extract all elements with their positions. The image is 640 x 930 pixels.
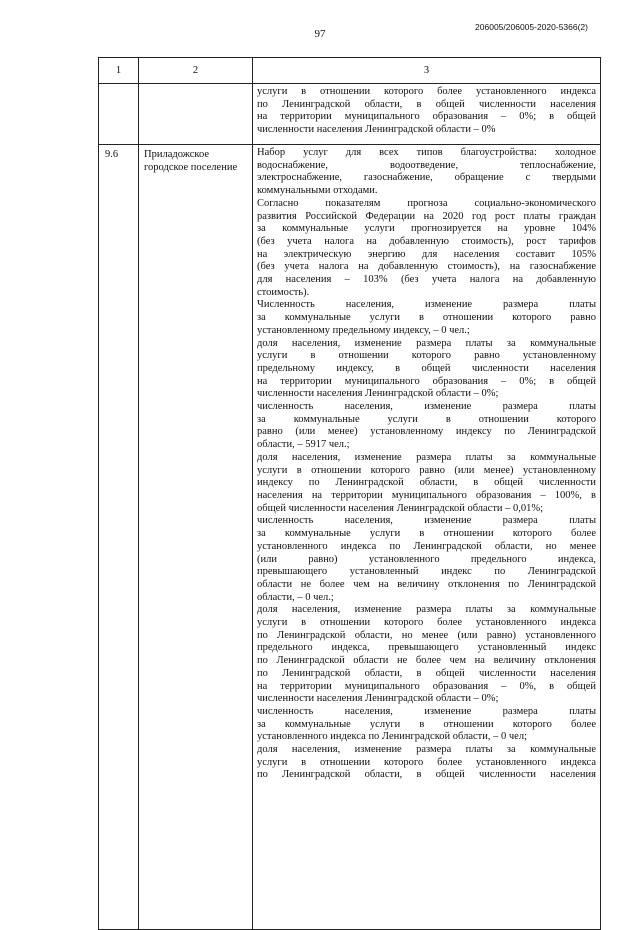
table-row (99, 145, 601, 930)
text-line: по Ленинградской области, в общей численности населения (257, 667, 596, 679)
text-line: услуги в отношении которого более установленного индекса (257, 86, 596, 97)
text-line: услуги в отношении которого равно (или менее) установленному (257, 464, 596, 476)
text-line: развития Российской Федерации на 2020 год рост платы граждан (257, 210, 596, 222)
column-header-3: 3 (253, 58, 601, 84)
text-line: услуги в отношении которого более установленного индекса (257, 617, 596, 629)
text-line: доля населения, изменение размера платы за коммунальные (257, 337, 596, 349)
tariff-table (98, 57, 601, 930)
text-line: доля населения, изменение размера платы за коммунальные (257, 604, 596, 616)
text-line: населения на территории муниципального образования – 100%, в (257, 489, 596, 501)
text-line: на территории муниципального образования – 0%; в общей (257, 375, 596, 387)
text-line: численности населения Ленинградской области – 0%; (257, 693, 499, 705)
text-line: Согласно показателям прогноза социально-экономического (257, 197, 596, 209)
text-line: установленного индекса по Ленинградской области, но менее (257, 540, 596, 552)
continuation-row (99, 84, 601, 145)
table-header-row (99, 58, 601, 84)
text-line: (или равно) установленного предельного индекса, (257, 553, 596, 565)
text-line: численность населения, изменение размера платы (257, 705, 596, 717)
text-line: области не более чем на величину отклонения по Ленинградской (257, 578, 596, 590)
document-code: 206005/206005-2020-5366(2) (475, 22, 588, 32)
text-line: за коммунальные услуги в отношении которого более (257, 528, 596, 540)
text-line: стоимость). (257, 286, 310, 298)
text-line: электроснабжение, газоснабжение, обращение с твердыми (257, 172, 596, 184)
text-line: за коммунальные услуги в отношении которого более (257, 718, 596, 730)
continuation-text-cell (253, 84, 601, 145)
text-line: за коммунальные услуги в отношении которого (257, 413, 596, 425)
text-line: области, – 5917 чел.; (257, 439, 350, 451)
text-line: водоснабжение, водоотведение, теплоснабжение, (257, 159, 596, 171)
text-line: по Ленинградской области, но менее (или равно) установленного (257, 629, 596, 641)
text-line: по Ленинградской области не более чем на величину отклонения (257, 655, 596, 667)
text-line: для населения – 103% (без учета налога на добавленную (257, 274, 596, 286)
text-line: услуги в отношении которого равно установленному (257, 350, 596, 362)
row-description (253, 145, 601, 930)
page-number: 97 (314, 28, 326, 40)
text-line: численности населения Ленинградской области – 0% (257, 124, 496, 136)
text-line: равно (или менее) установленному индексу по Ленинградской (257, 426, 596, 438)
text-line: индексу по Ленинградской области, в общей численности (257, 477, 596, 489)
column-header-2: 2 (139, 58, 253, 84)
text-line: численность населения, изменение размера платы (257, 515, 596, 527)
text-line: Набор услуг для всех типов благоустройства: холодное (257, 147, 596, 158)
text-line: доля населения, изменение размера платы за коммунальные (257, 744, 596, 756)
column-header-1: 1 (99, 58, 139, 84)
continuation-number-cell (99, 84, 139, 145)
text-line: на электрическую энергию для населения составит 105% (257, 248, 596, 260)
text-line: на территории муниципального образования – 0%; в общей (257, 111, 596, 123)
settlement-name: Приладожское городское поселение (139, 145, 253, 930)
text-line: (без учета налога на добавленную стоимость), рост тарифов (257, 235, 596, 247)
text-line: превышающего установленный индекс по Ленинградской (257, 566, 596, 578)
text-line: Численность населения, изменение размера платы (257, 299, 596, 311)
text-line: установленному предельному индексу, – 0 чел.; (257, 324, 470, 336)
text-line: предельного индекса, превышающего установленный индекс (257, 642, 596, 654)
text-line: услуги в отношении которого более установленного индекса (257, 756, 596, 768)
text-line: численности населения Ленинградской области – 0%; (257, 388, 499, 400)
text-line: (без учета налога на добавленную стоимость), на газоснабжение (257, 261, 596, 273)
continuation-name-cell (139, 84, 253, 145)
text-line: общей численности населения Ленинградской области – 0,01%; (257, 502, 544, 514)
text-line: по Ленинградской области, в общей численности населения (257, 769, 596, 781)
text-line: численность населения, изменение размера платы (257, 401, 596, 413)
text-line: установленного индекса по Ленинградской области, – 0 чел; (257, 731, 527, 743)
text-line: предельному индексу, в общей численности населения (257, 362, 596, 374)
text-line: доля населения, изменение размера платы за коммунальные (257, 451, 596, 463)
text-line: на территории муниципального образования – 0%, в общей (257, 680, 596, 692)
row-number: 9.6 (99, 145, 139, 930)
text-line: за коммунальные услуги в отношении которого равно (257, 312, 596, 324)
text-line: за коммунальные услуги прогнозируется на уровне 104% (257, 223, 596, 235)
text-line: области, – 0 чел.; (257, 591, 334, 603)
text-line: по Ленинградской области, в общей численности населения (257, 98, 596, 110)
text-line: коммунальными отходами. (257, 185, 378, 197)
